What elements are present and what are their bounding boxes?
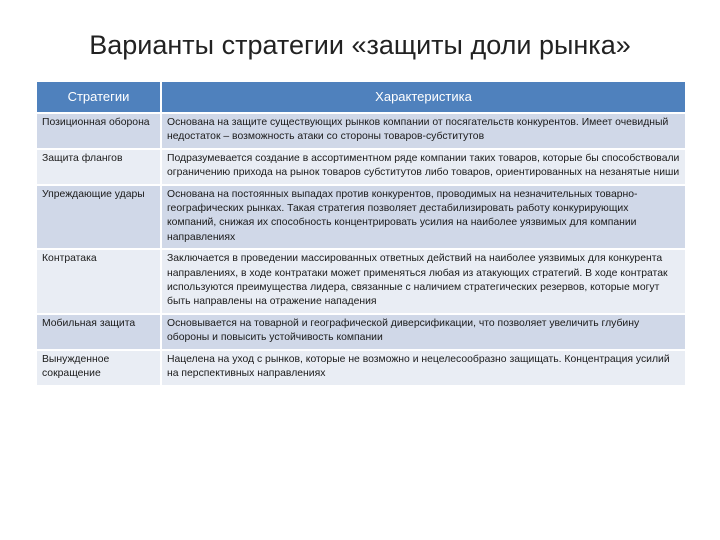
slide-title: Варианты стратегии «защиты доли рынка» xyxy=(89,30,631,60)
table-row xyxy=(37,349,685,385)
strategy-cell: Вынужденное сокращение xyxy=(37,349,162,385)
description-cell: Заключается в проведении массированных ответных действий на наиболее уязвимых для конкурента направлениях, в ходе контратаки может применяться любая из атакующих стратегий. В ходе контратак используются преимущества лидера, связанные с наличием стратегических резервов, которые могут быть направлены на отражение нападения xyxy=(162,248,685,313)
strategy-table xyxy=(37,82,685,385)
table-row xyxy=(37,248,685,313)
header-strategies: Стратегии xyxy=(37,82,162,112)
description-cell: Нацелена на уход с рынков, которые не возможно и нецелесообразно защищать. Концентрация усилий на перспективных направлениях xyxy=(162,349,685,385)
description-cell: Основывается на товарной и географической диверсификации, что позволяет увеличить глубину обороны и повысить устойчивость компании xyxy=(162,313,685,349)
table-row xyxy=(37,112,685,148)
strategy-cell: Упреждающие удары xyxy=(37,184,162,249)
strategy-cell: Позиционная оборона xyxy=(37,112,162,148)
table-header-row xyxy=(37,82,685,112)
description-cell: Основана на постоянных выпадах против конкурентов, проводимых на незначительных товарно-географических рынках. Такая стратегия позволяет дестабилизировать работу конкурирующих компаний, снижая их способность концентрировать усилия на наиболее уязвимых для компании направлениях xyxy=(162,184,685,249)
strategy-cell: Контратака xyxy=(37,248,162,313)
table-row xyxy=(37,148,685,184)
strategy-cell: Мобильная защита xyxy=(37,313,162,349)
description-cell: Основана на защите существующих рынков компании от посягательств конкурентов. Имеет очевидный недостаток – возможность атаки со стороны товаров-субститутов xyxy=(162,112,685,148)
table-row xyxy=(37,184,685,249)
header-characteristic: Характеристика xyxy=(162,82,685,112)
table-row xyxy=(37,313,685,349)
strategy-cell: Защита флангов xyxy=(37,148,162,184)
description-cell: Подразумевается создание в ассортиментном ряде компании таких товаров, которые бы способствовали ограничению прихода на рынок товаров субститутов либо товаров, ориентированных на незанятые ниши xyxy=(162,148,685,184)
